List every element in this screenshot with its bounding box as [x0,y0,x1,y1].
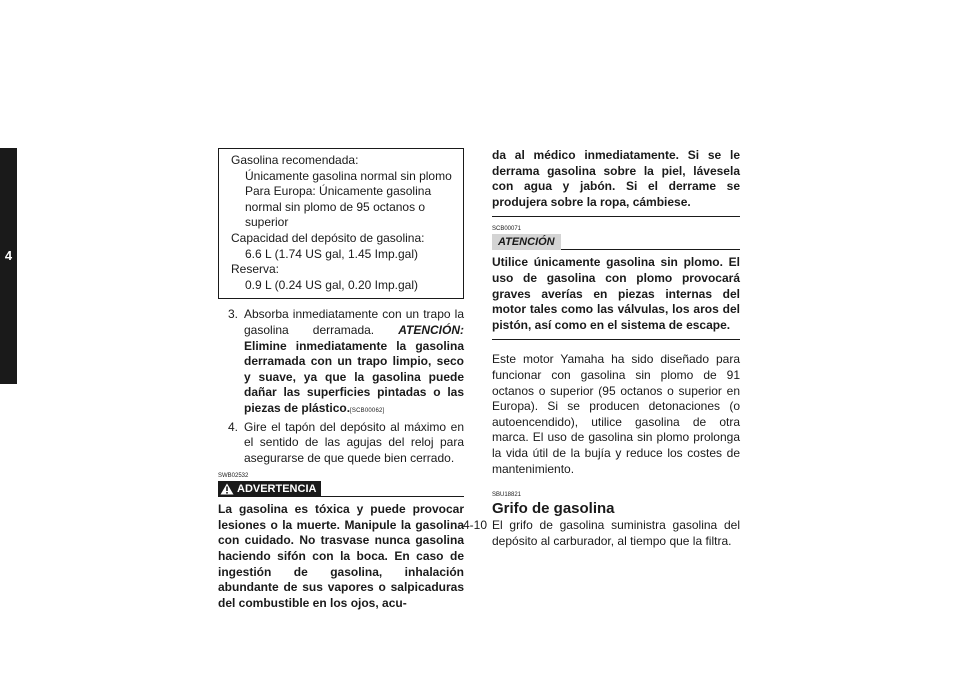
capacity-label: Capacidad del depósito de gasolina: [231,230,425,245]
fuel-value-2: Para Europa: Únicamente gasolina normal sin plomo de 95 octanos o superior [245,184,432,230]
warning-rule [321,496,464,497]
step-text: Gire el tapón del depósito al máximo en el sentido de las agujas del reloj para asegurarse de que quede bien cerrado. [244,419,464,465]
reserve-value: 0.9 L (0.24 US gal, 0.20 Imp.gal) [245,277,418,292]
attention-inline-text: Elimine inmediatamente la gasolina derramada con un trapo limpio, seco y suave, ya que la gasolina puede dañar las superficies pintadas o las piezas de plástico. [244,338,464,415]
fuel-spec-box [218,148,464,299]
warning-header [218,481,464,497]
fuel-label: Gasolina recomendada: [231,153,359,167]
attention-inline-label: ATENCIÓN: [398,322,464,337]
step-number: 4. [228,419,239,434]
reserve-label: Reserva: [231,262,280,277]
warning-code: SWB02532 [218,473,249,480]
section-code: SBU18821 [492,492,522,499]
chapter-tab [0,148,17,384]
section-text: El grifo de gasolina suministra gasolina del depósito al carburador, al tiempo que la filtra. [492,518,740,548]
step-number: 3. [228,307,239,322]
notice-rule [561,249,740,250]
section-title: Grifo de gasolina [492,500,615,518]
notice-text: Utilice únicamente gasolina sin plomo. El uso de gasolina con plomo provocará graves averías en piezas internas del motor tales como las válvulas, los aros del pistón, así como en el sistema de escape. [492,255,740,340]
step-3 [218,307,464,419]
attention-code: [SCB00062] [350,407,385,414]
fuel-value-1: Únicamente gasolina normal sin plomo [245,168,452,183]
step-text: Absorba inmediatamente con un trapo la gasolina derramada. [244,307,464,337]
warning-triangle-icon [220,483,234,495]
octane-paragraph: Este motor Yamaha ha sido diseñado para funcionar con gasolina sin plomo de 91 octanos o superior (95 octanos o superior en Europa). Si se producen detonaciones (o autoencendido), utilice gasolina de otra marca. El uso de gasolina sin plomo prolonga la vida útil de la bujía y reduce los costes de mantenimiento. [492,352,740,476]
capacity-value: 6.6 L (1.74 US gal, 1.45 Imp.gal) [245,246,418,261]
chapter-number: 4 [4,248,13,263]
page-number: 4-10 [463,518,488,532]
warning-bottom-rule [492,216,740,217]
warning-badge [218,481,321,497]
left-column [218,148,464,611]
notice-header [492,234,740,250]
step-4 [218,420,464,467]
notice-label: ATENCIÓN [492,234,561,250]
warning-text-continued: da al médico inmediatamente. Si se le derrama gasolina sobre la piel, lávesela con agua y jabón. Si el derrame se produjera sobre la ropa, cámbiese. [492,148,740,209]
warning-label: ADVERTENCIA [237,483,317,496]
right-column [492,148,740,549]
notice-code: SCB00071 [492,226,522,233]
warning-text: La gasolina es tóxica y puede provocar lesiones o la muerte. Manipule la gasolina con cuidado. No trasvase nunca gasolina haciendo sifón con la boca. En caso de ingestión de gasolina, inhalación abundante de sus vapores o salpicaduras del combustible en los ojos, acu- [218,502,464,610]
